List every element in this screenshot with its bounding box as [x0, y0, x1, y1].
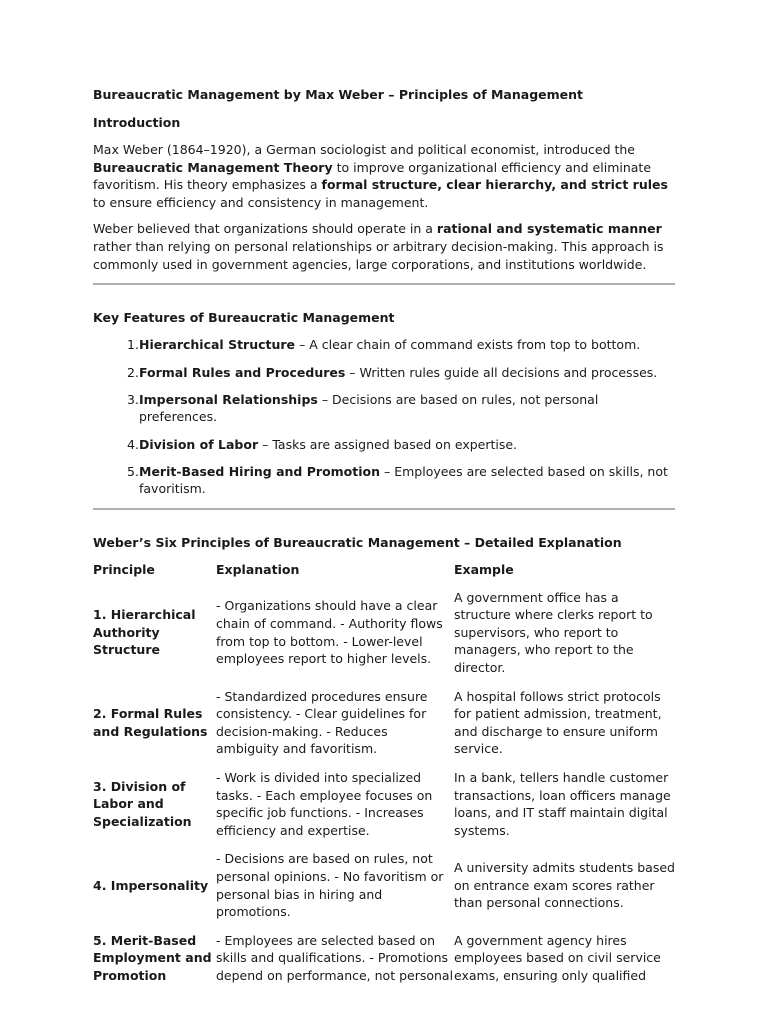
feature-description: – Employees are selected based on skills, not favoritism. — [139, 464, 668, 497]
column-header-principle: Principle — [93, 561, 155, 577]
feature-item — [93, 364, 675, 381]
features-list — [93, 336, 675, 497]
principle-cell: 1. Hierarchical Authority Structure — [93, 607, 196, 658]
emphasis-text: rational and systematic manner — [436, 221, 662, 237]
table-row — [93, 688, 677, 769]
principle-cell: 2. Formal Rules and Regulations — [93, 706, 208, 739]
document-title: Bureaucratic Management by Max Weber – Principles of Management — [93, 87, 583, 102]
example-cell: A government agency hires employees based on civil service exams, ensuring only qualified — [454, 932, 661, 983]
example-cell: In a bank, tellers handle customer transactions, loan officers manage loans, and IT staff maintain digital systems. — [454, 770, 671, 838]
paragraph-text: rather than relying on personal relationships or arbitrary decision-making. This approach is commonly used in government agencies, large corporations, and institutions worldwide. — [93, 238, 664, 272]
feature-item — [93, 391, 675, 425]
example-cell: A hospital follows strict protocols for patient admission, treatment, and discharge to ensure uniform service. — [454, 688, 662, 757]
intro-heading: Introduction — [93, 115, 181, 130]
example-cell: A government office has a structure where clerks report to supervisors, who report to managers, who report to the director. — [454, 589, 653, 676]
intro-paragraph-2 — [93, 220, 675, 273]
feature-name: Impersonal Relationships — [139, 392, 318, 408]
principles-heading: Weber’s Six Principles of Bureaucratic Management – Detailed Explanation — [93, 534, 622, 550]
explanation-cell: - Organizations should have a clear chain of command. - Authority flows from top to bottom. - Lower-level employees report to higher levels. — [216, 598, 443, 667]
emphasis-text: Bureaucratic Management Theory — [93, 159, 333, 175]
paragraph-text: Max Weber (1864–1920), a German sociologist and political economist, introduced the — [93, 142, 635, 157]
feature-name: Division of Labor — [139, 436, 259, 452]
feature-item — [93, 336, 675, 353]
table-row — [93, 932, 677, 996]
explanation-cell: - Work is divided into specialized tasks. - Each employee focuses on specific job functions. - Increases efficiency and expertise. — [216, 770, 433, 838]
section-divider — [93, 508, 675, 510]
emphasis-text: formal structure, clear hierarchy, and strict rules — [321, 177, 668, 193]
feature-number: 1. — [127, 337, 139, 353]
feature-name: Merit-Based Hiring and Promotion — [139, 464, 381, 480]
principle-cell: 5. Merit-Based Employment and Promotion — [93, 932, 212, 983]
principle-cell: 4. Impersonality — [93, 877, 209, 893]
principles-table — [93, 561, 677, 996]
section-divider — [93, 283, 675, 285]
feature-description: – A clear chain of command exists from top to bottom. — [295, 337, 641, 353]
column-header-explanation: Explanation — [216, 561, 300, 577]
principle-cell: 3. Division of Labor and Specialization — [93, 778, 192, 829]
paragraph-text: to improve organizational efficiency and eliminate favoritism. His theory emphasizes a — [93, 159, 652, 193]
table-row — [93, 769, 677, 850]
document-body — [93, 86, 675, 996]
feature-description: – Tasks are assigned based on expertise. — [258, 436, 518, 452]
table-row — [93, 589, 677, 688]
feature-number: 4. — [127, 436, 139, 452]
feature-number: 2. — [127, 364, 139, 380]
explanation-cell: - Standardized procedures ensure consistency. - Clear guidelines for decision-making. - Reduces ambiguity and favoritism. — [216, 688, 428, 757]
feature-item — [93, 463, 675, 497]
column-header-example: Example — [454, 561, 514, 577]
feature-description: – Decisions are based on rules, not personal preferences. — [139, 392, 599, 425]
paragraph-text: Weber believed that organizations should operate in a — [93, 221, 437, 237]
feature-name: Formal Rules and Procedures — [139, 364, 346, 380]
example-cell: A university admits students based on entrance exam scores rather than personal connections. — [454, 860, 675, 911]
table-header-row — [93, 561, 677, 589]
table-row — [93, 850, 677, 931]
feature-description: – Written rules guide all decisions and processes. — [345, 364, 658, 380]
intro-paragraph-1 — [93, 141, 675, 211]
explanation-cell: - Employees are selected based on skills and qualifications. - Promotions depend on performance, not personal — [216, 932, 454, 983]
feature-name: Hierarchical Structure — [139, 337, 296, 353]
feature-item — [93, 436, 675, 453]
paragraph-text: to ensure efficiency and consistency in management. — [93, 194, 429, 210]
explanation-cell: - Decisions are based on rules, not personal opinions. - No favoritism or personal bias in hiring and promotions. — [216, 851, 444, 920]
feature-number: 5. — [127, 464, 139, 480]
features-heading: Key Features of Bureaucratic Management — [93, 310, 395, 326]
feature-number: 3. — [127, 392, 139, 408]
